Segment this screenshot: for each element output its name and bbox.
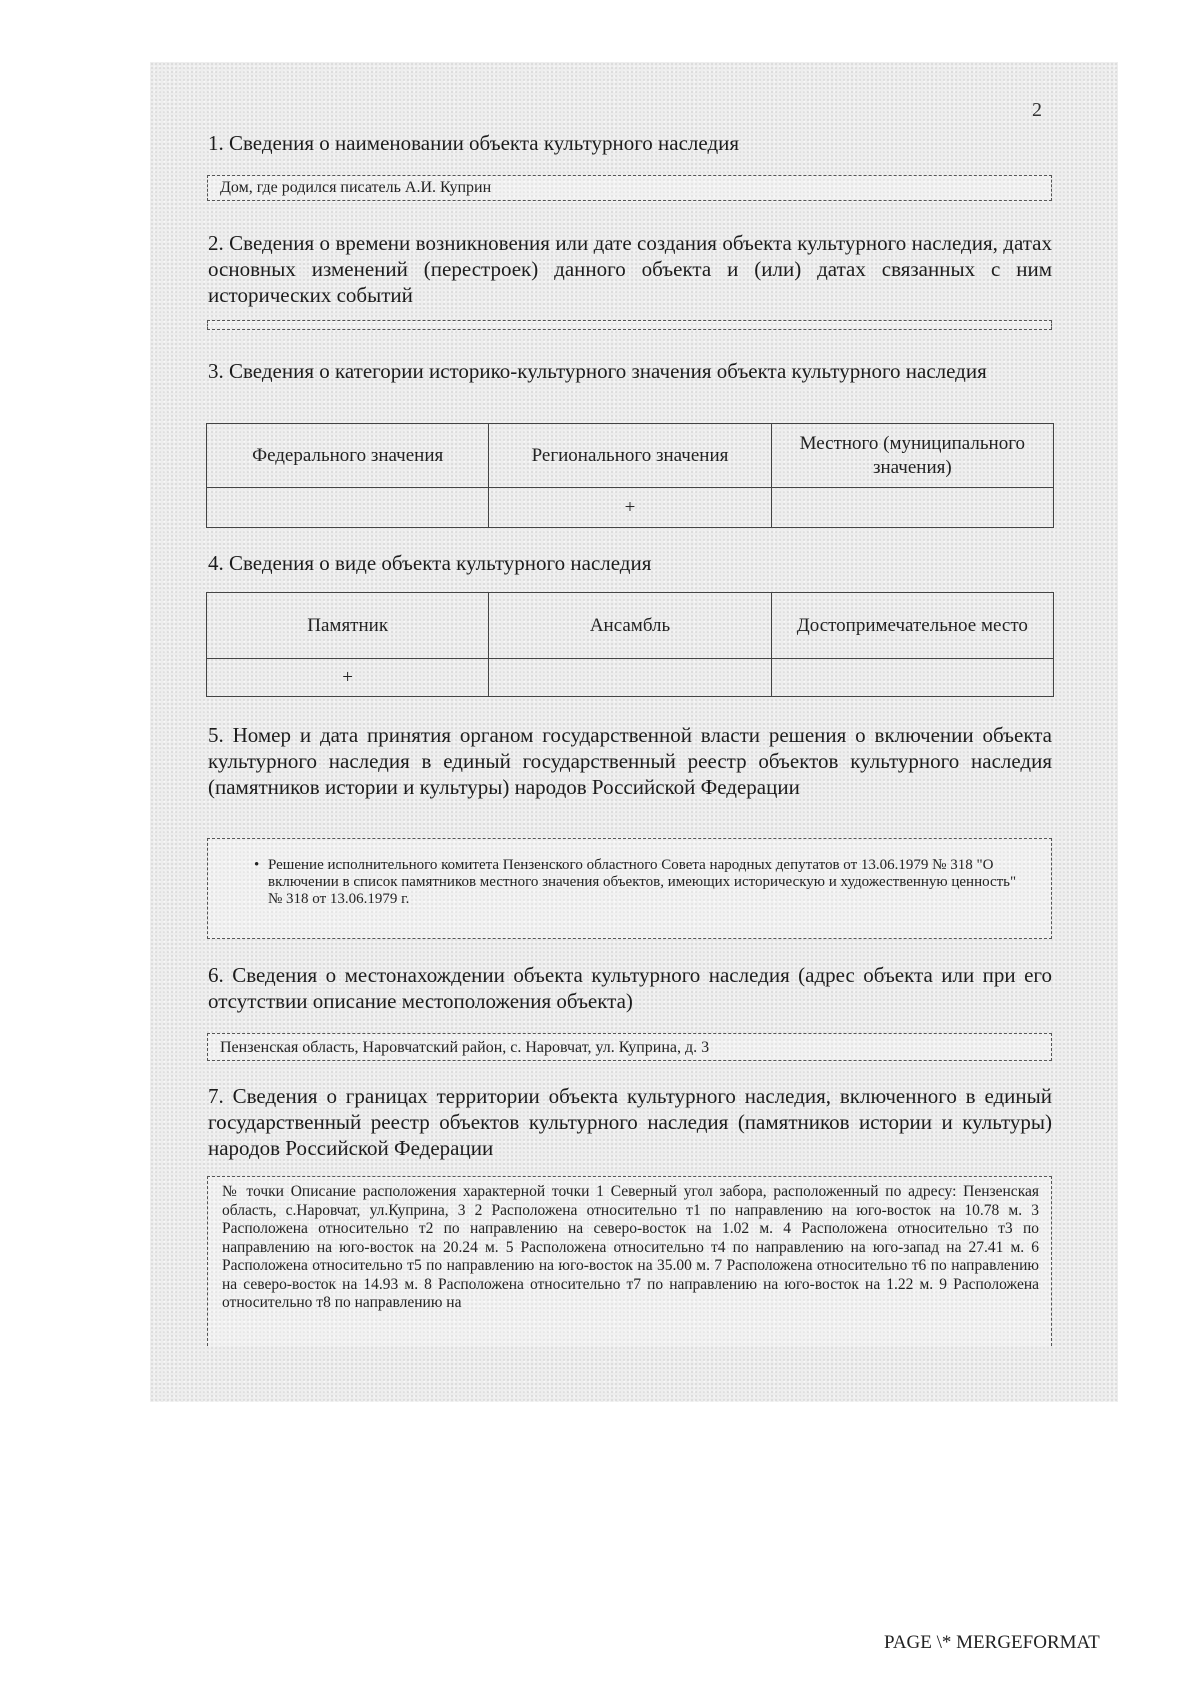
col-local: Местного (муниципального значения) xyxy=(771,424,1053,488)
col-monument: Памятник xyxy=(207,593,489,659)
territory-boundary-text: № точки Описание расположения характерной точки 1 Северный угол забора, расположенный по адресу: Пензенская область, с.Наровчат, ул.Куприна, 3 2 Расположена относительно т1 по направлению на юго-восток на 10.78 м. 3 Расположена относительно т2 по направлению на северо-восток на 1.02 м. 4 Расположена относительно т3 по направлению на юго-восток на 20.24 м. 5 Расположена относительно т4 по направлению на юго-запад на 27.41 м. 6 Расположена относительно т5 по направлению на юго-восток на 35.00 м. 7 Расположена относительно т6 по направлению на северо-восток на 14.93 м. 8 Расположена относительно т7 по направлению на юго-восток на 1.22 м. 9 Расположена относительно т8 по направлению на xyxy=(207,1176,1052,1346)
section-1-heading: 1. Сведения о наименовании объекта культурного наследия xyxy=(208,131,740,155)
mark-monument: + xyxy=(207,659,489,697)
section-3-heading: 3. Сведения о категории историко-культурного значения объекта культурного наследия xyxy=(208,359,987,383)
col-federal: Федерального значения xyxy=(207,424,489,488)
list-item: • Решение исполнительного комитета Пензенского областного Совета народных депутатов от 13.06.1979 № 318 "О включении в список памятников местного значения объектов, имеющих историческую и художественную ценность" № 318 от 13.06.1979 г. xyxy=(268,857,1031,908)
col-regional: Регионального значения xyxy=(489,424,771,488)
page-number: 2 xyxy=(1032,99,1042,121)
mark-regional: + xyxy=(489,488,771,528)
section-2-heading: 2. Сведения о времени возникновения или дате создания объекта культурного наследия, датах основных изменений (перестроек) данного объекта и (или) датах связанных с ним исторических событий xyxy=(208,231,1052,307)
mark-local xyxy=(771,488,1053,528)
mark-ensemble xyxy=(489,659,771,697)
col-ensemble: Ансамбль xyxy=(489,593,771,659)
object-name-field: Дом, где родился писатель А.И. Куприн xyxy=(207,175,1052,201)
col-landmark: Достопримечательное место xyxy=(771,593,1053,659)
page-field-code: PAGE \* MERGEFORMAT xyxy=(884,1632,1100,1653)
significance-category-table xyxy=(206,423,1054,528)
section-6-heading: 6. Сведения о местонахождении объекта культурного наследия (адрес объекта или при его отсутствии описание местоположения объекта) xyxy=(208,963,1052,1013)
registry-decision-list xyxy=(208,839,1051,908)
mark-landmark xyxy=(771,659,1053,697)
object-type-table xyxy=(206,592,1054,697)
section-4-heading: 4. Сведения о виде объекта культурного наследия xyxy=(208,551,652,575)
creation-date-field xyxy=(207,320,1052,330)
address-field: Пензенская область, Наровчатский район, с. Наровчат, ул. Куприна, д. 3 xyxy=(207,1033,1052,1061)
section-5-heading: 5. Номер и дата принятия органом государственной власти решения о включении объекта культурного наследия в единый государственный реестр объектов культурного наследия (памятников истории и культуры) народов Российской Федерации xyxy=(208,723,1052,799)
registry-decision-box xyxy=(207,838,1052,939)
mark-federal xyxy=(207,488,489,528)
section-7-heading: 7. Сведения о границах территории объекта культурного наследия, включенного в единый государственный реестр объектов культурного наследия (памятников истории и культуры) народов Российской Федерации xyxy=(208,1084,1052,1160)
